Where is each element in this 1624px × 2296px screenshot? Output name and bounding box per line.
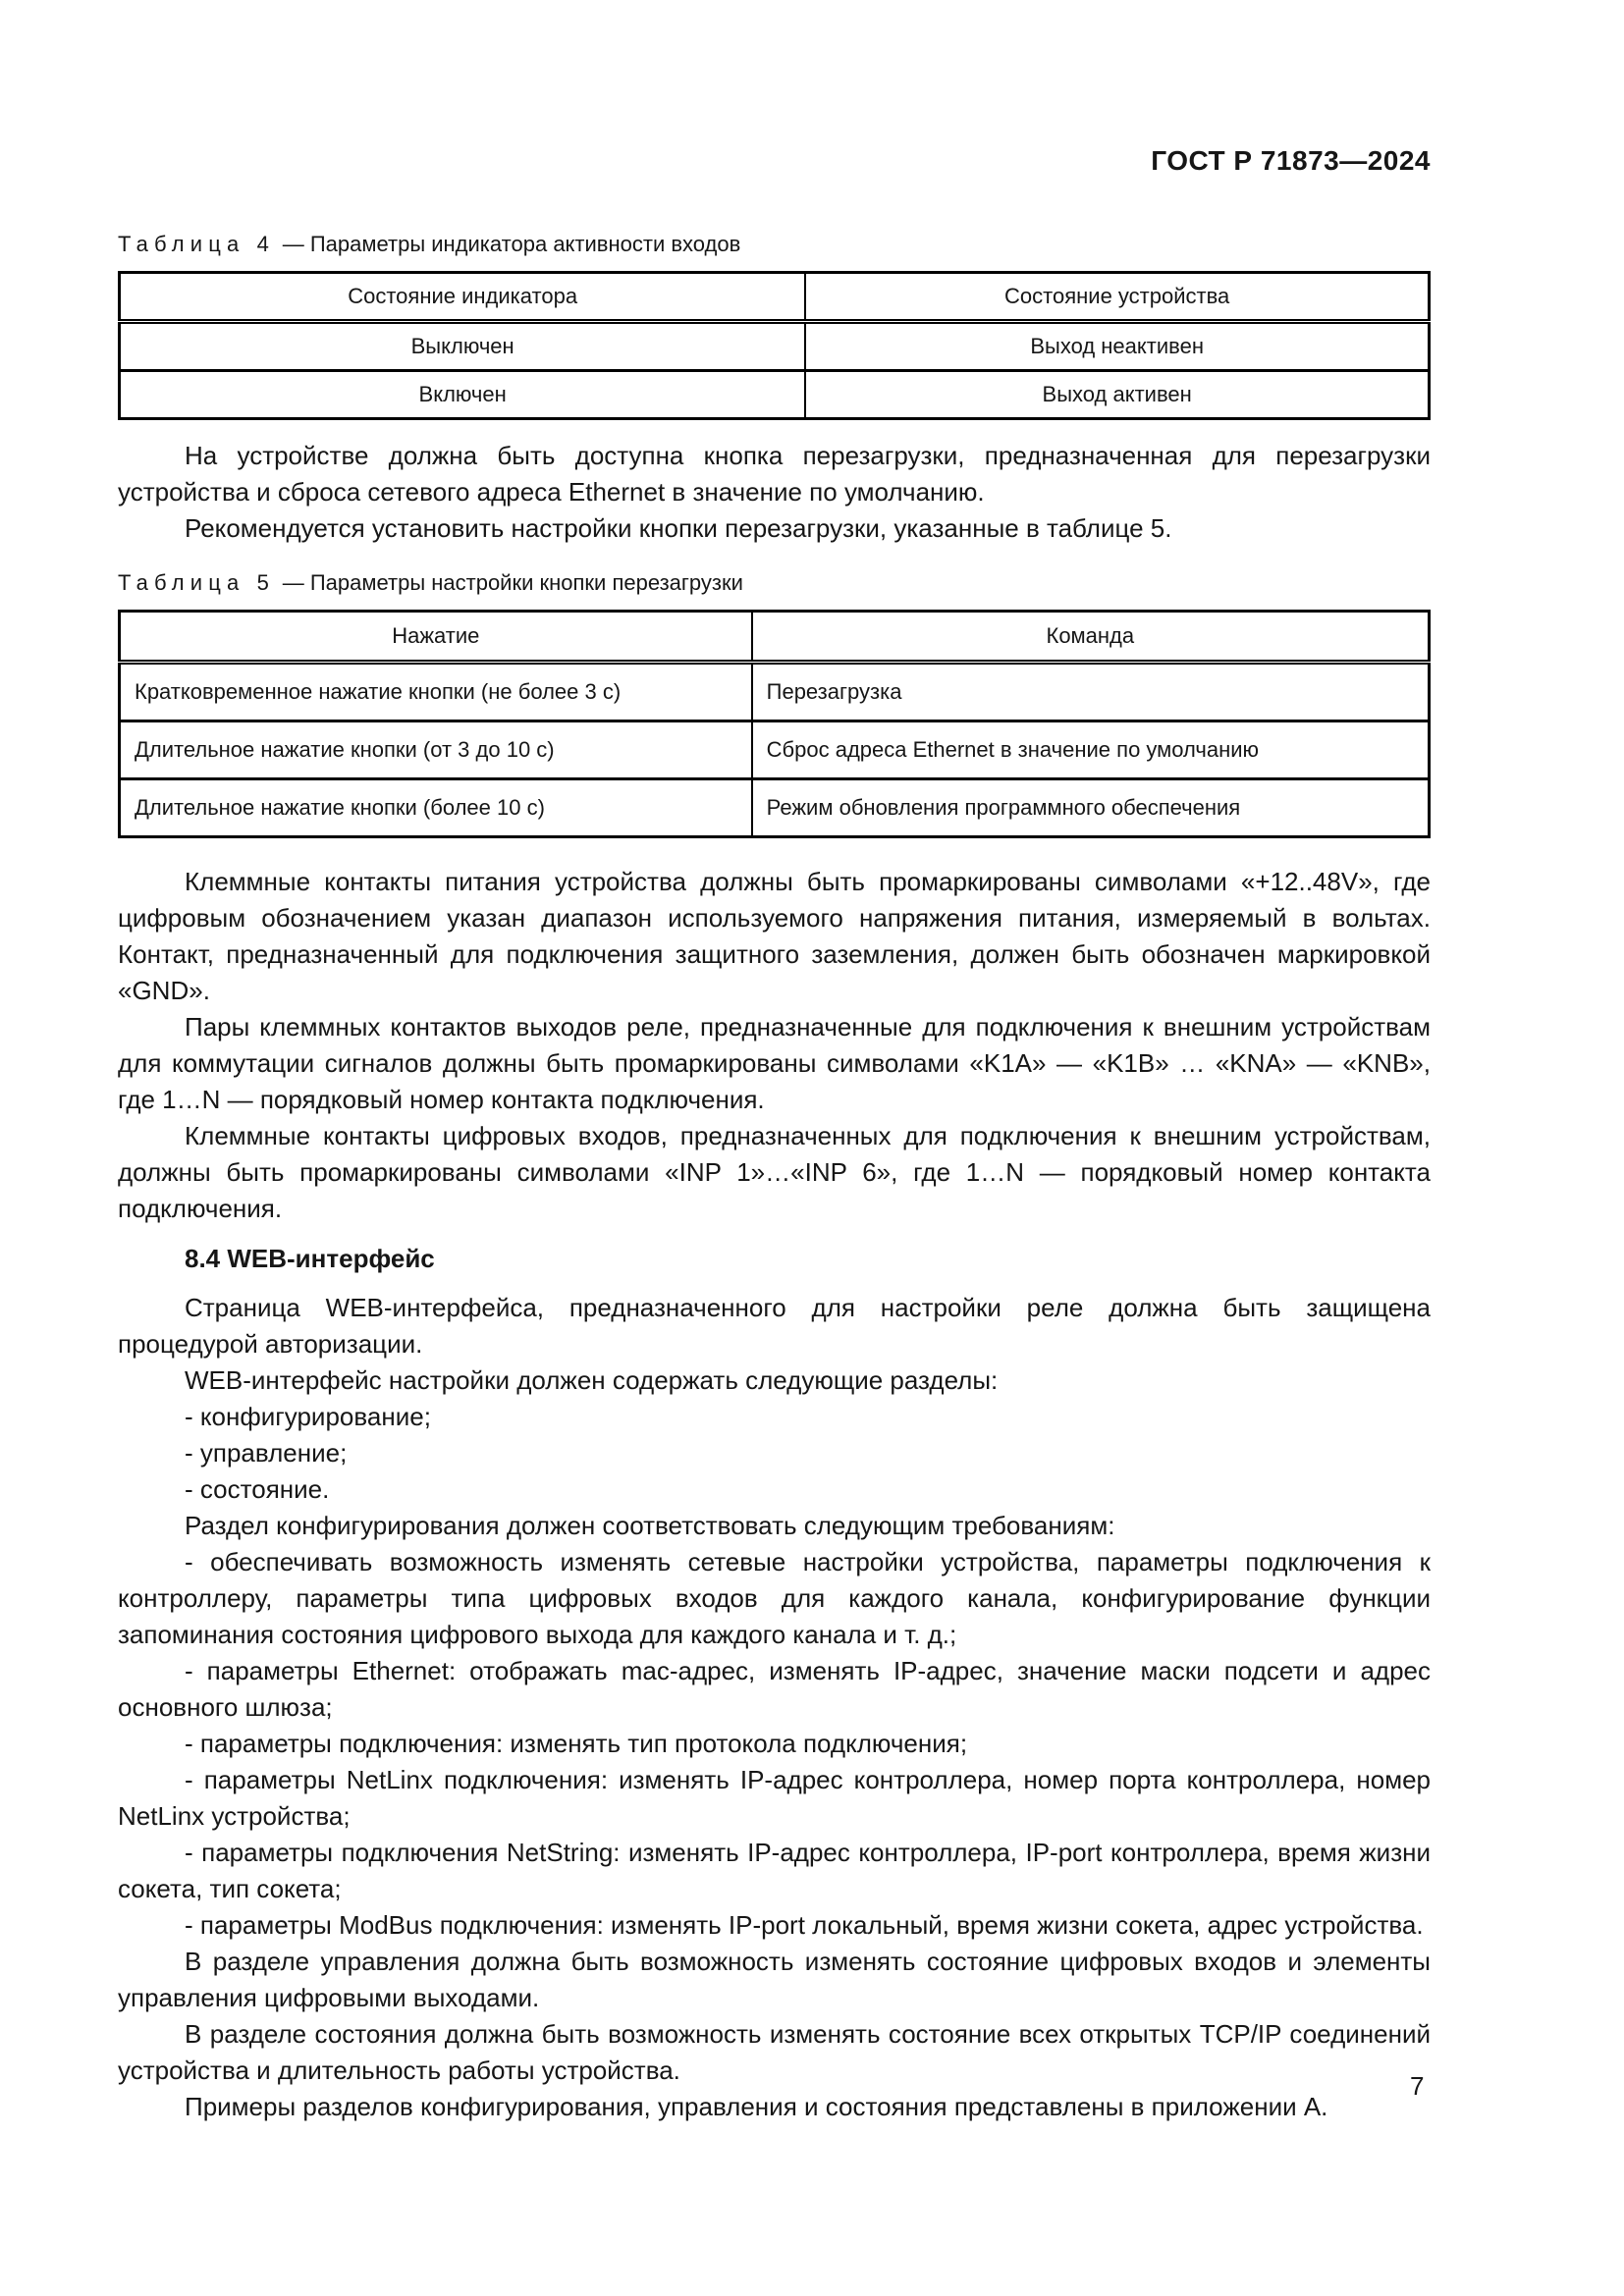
paragraph: Примеры разделов конфигурирования, управления и состояния представлены в приложении А. bbox=[185, 2092, 1328, 2121]
list-item-paragraph: - состояние. bbox=[185, 1474, 330, 1504]
table-cell: Включен bbox=[120, 371, 806, 419]
paragraph: Раздел конфигурирования должен соответствовать следующим требованиям: bbox=[185, 1511, 1115, 1540]
table-row bbox=[120, 663, 1430, 721]
table-cell: Длительное нажатие кнопки (более 10 с) bbox=[120, 779, 752, 837]
table4-caption-title: — Параметры индикатора активности входов bbox=[282, 232, 741, 256]
table5-caption bbox=[118, 568, 1431, 598]
column-header: Команда bbox=[752, 612, 1430, 663]
table-cell: Режим обновления программного обеспечения bbox=[752, 779, 1430, 837]
list-item-paragraph: - обеспечивать возможность изменять сетевые настройки устройства, параметры подключения к контроллеру, параметры типа цифровых входов для каждого канала, конфигурирование функции запоминания состояния цифрового выхода для каждого канала и т. д.; bbox=[118, 1547, 1431, 1649]
table-reset-button-settings bbox=[118, 610, 1431, 838]
running-header-doc-code: ГОСТ Р 71873—2024 bbox=[1151, 145, 1431, 176]
table5-caption-title: — Параметры настройки кнопки перезагрузки bbox=[282, 570, 743, 595]
paragraph: Страница WEB-интерфейса, предназначенного для настройки реле должна быть защищена процедурой авторизации. bbox=[118, 1293, 1431, 1359]
paragraph: В разделе состояния должна быть возможность изменять состояние всех открытых TCP/IP соединений устройства и длительность работы устройства. bbox=[118, 2019, 1431, 2085]
table-cell: Кратковременное нажатие кнопки (не более 3 с) bbox=[135, 679, 622, 704]
page-number: 7 bbox=[1410, 2071, 1425, 2101]
paragraph: Пары клеммных контактов выходов реле, предназначенные для подключения к внешним устройствам для коммутации сигналов должны быть промаркированы символами «K1A» — «K1B» … «KNA» — «KNB», где 1…N — порядковый номер контакта подключения. bbox=[118, 1012, 1431, 1114]
table5-caption-label: Таблица 5 bbox=[118, 570, 276, 595]
table-row bbox=[120, 322, 1430, 371]
table-cell: Выход активен bbox=[805, 371, 1429, 419]
table-row bbox=[120, 721, 1430, 779]
body-text-block-a bbox=[118, 438, 1431, 547]
paragraph: Клеммные контакты цифровых входов, предназначенных для подключения к внешним устройствам, должны быть промаркированы символами «INP 1»…«INP 6», где 1…N — порядковый номер контакта подключения. bbox=[118, 1121, 1431, 1223]
table-cell: Длительное нажатие кнопки (от 3 до 10 с) bbox=[120, 721, 752, 779]
table4-caption-label: Таблица 4 bbox=[118, 232, 276, 256]
table-cell: Выход неактивен bbox=[805, 322, 1429, 371]
list-item-paragraph: - параметры подключения NetString: изменять IP-адрес контроллера, IP-port контроллера, время жизни сокета, тип сокета; bbox=[118, 1838, 1431, 1903]
column-header: Состояние устройства bbox=[805, 273, 1429, 322]
list-item-paragraph: - параметры ModBus подключения: изменять IP-port локальный, время жизни сокета, адрес устройства. bbox=[185, 1910, 1424, 1940]
table-cell: Выключен bbox=[410, 334, 514, 358]
table-cell: Сброс адреса Ethernet в значение по умолчанию bbox=[752, 721, 1430, 779]
list-item-paragraph: - параметры NetLinx подключения: изменять IP-адрес контроллера, номер порта контроллера, номер NetLinx устройства; bbox=[118, 1765, 1431, 1831]
table-row bbox=[120, 371, 1430, 419]
table-header-row bbox=[120, 273, 1430, 322]
paragraph: На устройстве должна быть доступна кнопка перезагрузки, предназначенная для перезагрузки устройства и сброса сетевого адреса Ethernet в значение по умолчанию. bbox=[118, 441, 1431, 507]
content-column bbox=[118, 0, 1431, 2125]
table-header-row bbox=[120, 612, 1430, 663]
list-item-paragraph: - параметры Ethernet: отображать mac-адрес, изменять IP-адрес, значение маски подсети и адрес основного шлюза; bbox=[118, 1656, 1431, 1722]
list-item-paragraph: - параметры подключения: изменять тип протокола подключения; bbox=[185, 1729, 968, 1758]
section-heading-8-4: 8.4 WEB-интерфейс bbox=[185, 1244, 435, 1273]
column-header: Нажатие bbox=[120, 612, 752, 663]
table-indicator-states bbox=[118, 271, 1431, 420]
table-row bbox=[120, 779, 1430, 837]
list-item-paragraph: - конфигурирование; bbox=[185, 1402, 431, 1431]
column-header: Состояние индикатора bbox=[120, 273, 806, 322]
paragraph: В разделе управления должна быть возможность изменять состояние цифровых входов и элементы управления цифровыми выходами. bbox=[118, 1947, 1431, 2012]
body-text-block-b bbox=[118, 864, 1431, 2125]
paragraph: Рекомендуется установить настройки кнопки перезагрузки, указанные в таблице 5. bbox=[185, 513, 1172, 543]
list-item-paragraph: - управление; bbox=[185, 1438, 348, 1468]
paragraph: Клеммные контакты питания устройства должны быть промаркированы символами «+12..48V», где цифровым обозначением указан диапазон используемого напряжения питания, измеряемый в вольтах. Контакт, предназначенный для подключения защитного заземления, должен быть обозначен маркировкой «GND». bbox=[118, 867, 1431, 1005]
paragraph: WEB-интерфейс настройки должен содержать следующие разделы: bbox=[185, 1365, 999, 1395]
table-cell: Перезагрузка bbox=[752, 663, 1430, 721]
table4-caption bbox=[118, 230, 1431, 259]
